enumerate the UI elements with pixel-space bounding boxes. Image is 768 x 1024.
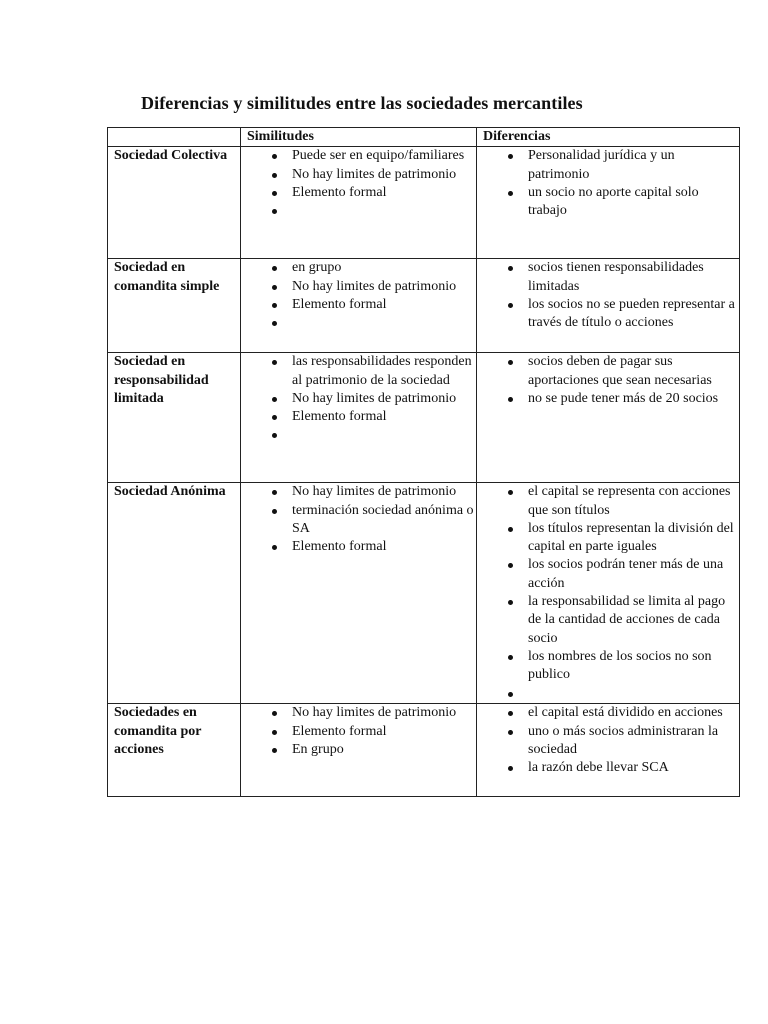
- list-item: en grupo: [241, 259, 476, 277]
- list-item: Elemento formal: [241, 296, 476, 314]
- list-item: No hay limites de patrimonio: [241, 704, 476, 722]
- list-item: uno o más socios administraran la sociedad: [477, 723, 739, 760]
- list-item: Personalidad jurídica y un patrimonio: [477, 147, 739, 184]
- society-name: Sociedades en comandita por acciones: [108, 704, 241, 797]
- list-item: terminación sociedad anónima o SA: [241, 502, 476, 539]
- diferencias-list: [477, 483, 739, 703]
- page-title: Diferencias y similitudes entre las sociedades mercantiles: [141, 93, 583, 113]
- society-name: Sociedad Colectiva: [108, 147, 241, 259]
- list-item: el capital está dividido en acciones: [477, 704, 739, 722]
- list-item: No hay limites de patrimonio: [241, 483, 476, 501]
- list-item: los socios no se pueden representar a través de título o acciones: [477, 296, 739, 333]
- list-item: No hay limites de patrimonio: [241, 390, 476, 408]
- list-item: [477, 685, 739, 703]
- similitudes-list: [241, 147, 476, 220]
- diferencias-cell: [477, 353, 740, 483]
- society-name: Sociedad Anónima: [108, 483, 241, 704]
- similitudes-cell: [241, 147, 477, 259]
- list-item: no se pude tener más de 20 socios: [477, 390, 739, 408]
- similitudes-list: [241, 259, 476, 332]
- header-row: [108, 128, 740, 147]
- list-item: [241, 202, 476, 220]
- society-name: Sociedad en comandita simple: [108, 259, 241, 353]
- table-row: [108, 353, 740, 483]
- society-name: Sociedad en responsabilidad limitada: [108, 353, 241, 483]
- list-item: el capital se representa con acciones que son títulos: [477, 483, 739, 520]
- diferencias-cell: [477, 704, 740, 797]
- table-row: [108, 259, 740, 353]
- comparison-table: [107, 127, 740, 797]
- similitudes-cell: [241, 483, 477, 704]
- table-row: [108, 147, 740, 259]
- table-row: [108, 704, 740, 797]
- list-item: [241, 426, 476, 444]
- diferencias-cell: [477, 483, 740, 704]
- list-item: socios deben de pagar sus aportaciones que sean necesarias: [477, 353, 739, 390]
- list-item: un socio no aporte capital solo trabajo: [477, 184, 739, 221]
- list-item: los socios podrán tener más de una acción: [477, 556, 739, 593]
- list-item: la razón debe llevar SCA: [477, 759, 739, 777]
- list-item: No hay limites de patrimonio: [241, 278, 476, 296]
- diferencias-cell: [477, 259, 740, 353]
- similitudes-list: [241, 483, 476, 556]
- similitudes-cell: [241, 259, 477, 353]
- list-item: socios tienen responsabilidades limitadas: [477, 259, 739, 296]
- header-cell-diferencias: Diferencias: [477, 128, 740, 147]
- similitudes-cell: [241, 704, 477, 797]
- diferencias-list: [477, 147, 739, 220]
- list-item: las responsabilidades responden al patrimonio de la sociedad: [241, 353, 476, 390]
- list-item: los títulos representan la división del capital en parte iguales: [477, 520, 739, 557]
- header-cell-empty: [108, 128, 241, 147]
- diferencias-cell: [477, 147, 740, 259]
- list-item: Puede ser en equipo/familiares: [241, 147, 476, 165]
- list-item: En grupo: [241, 741, 476, 759]
- list-item: Elemento formal: [241, 723, 476, 741]
- similitudes-list: [241, 353, 476, 444]
- diferencias-list: [477, 259, 739, 332]
- list-item: No hay limites de patrimonio: [241, 166, 476, 184]
- list-item: Elemento formal: [241, 184, 476, 202]
- similitudes-list: [241, 704, 476, 759]
- header-cell-similitudes: Similitudes: [241, 128, 477, 147]
- list-item: los nombres de los socios no son publico: [477, 648, 739, 685]
- list-item: [241, 314, 476, 332]
- diferencias-list: [477, 353, 739, 408]
- similitudes-cell: [241, 353, 477, 483]
- list-item: Elemento formal: [241, 538, 476, 556]
- list-item: la responsabilidad se limita al pago de la cantidad de acciones de cada socio: [477, 593, 739, 648]
- list-item: Elemento formal: [241, 408, 476, 426]
- table-row: [108, 483, 740, 704]
- diferencias-list: [477, 704, 739, 777]
